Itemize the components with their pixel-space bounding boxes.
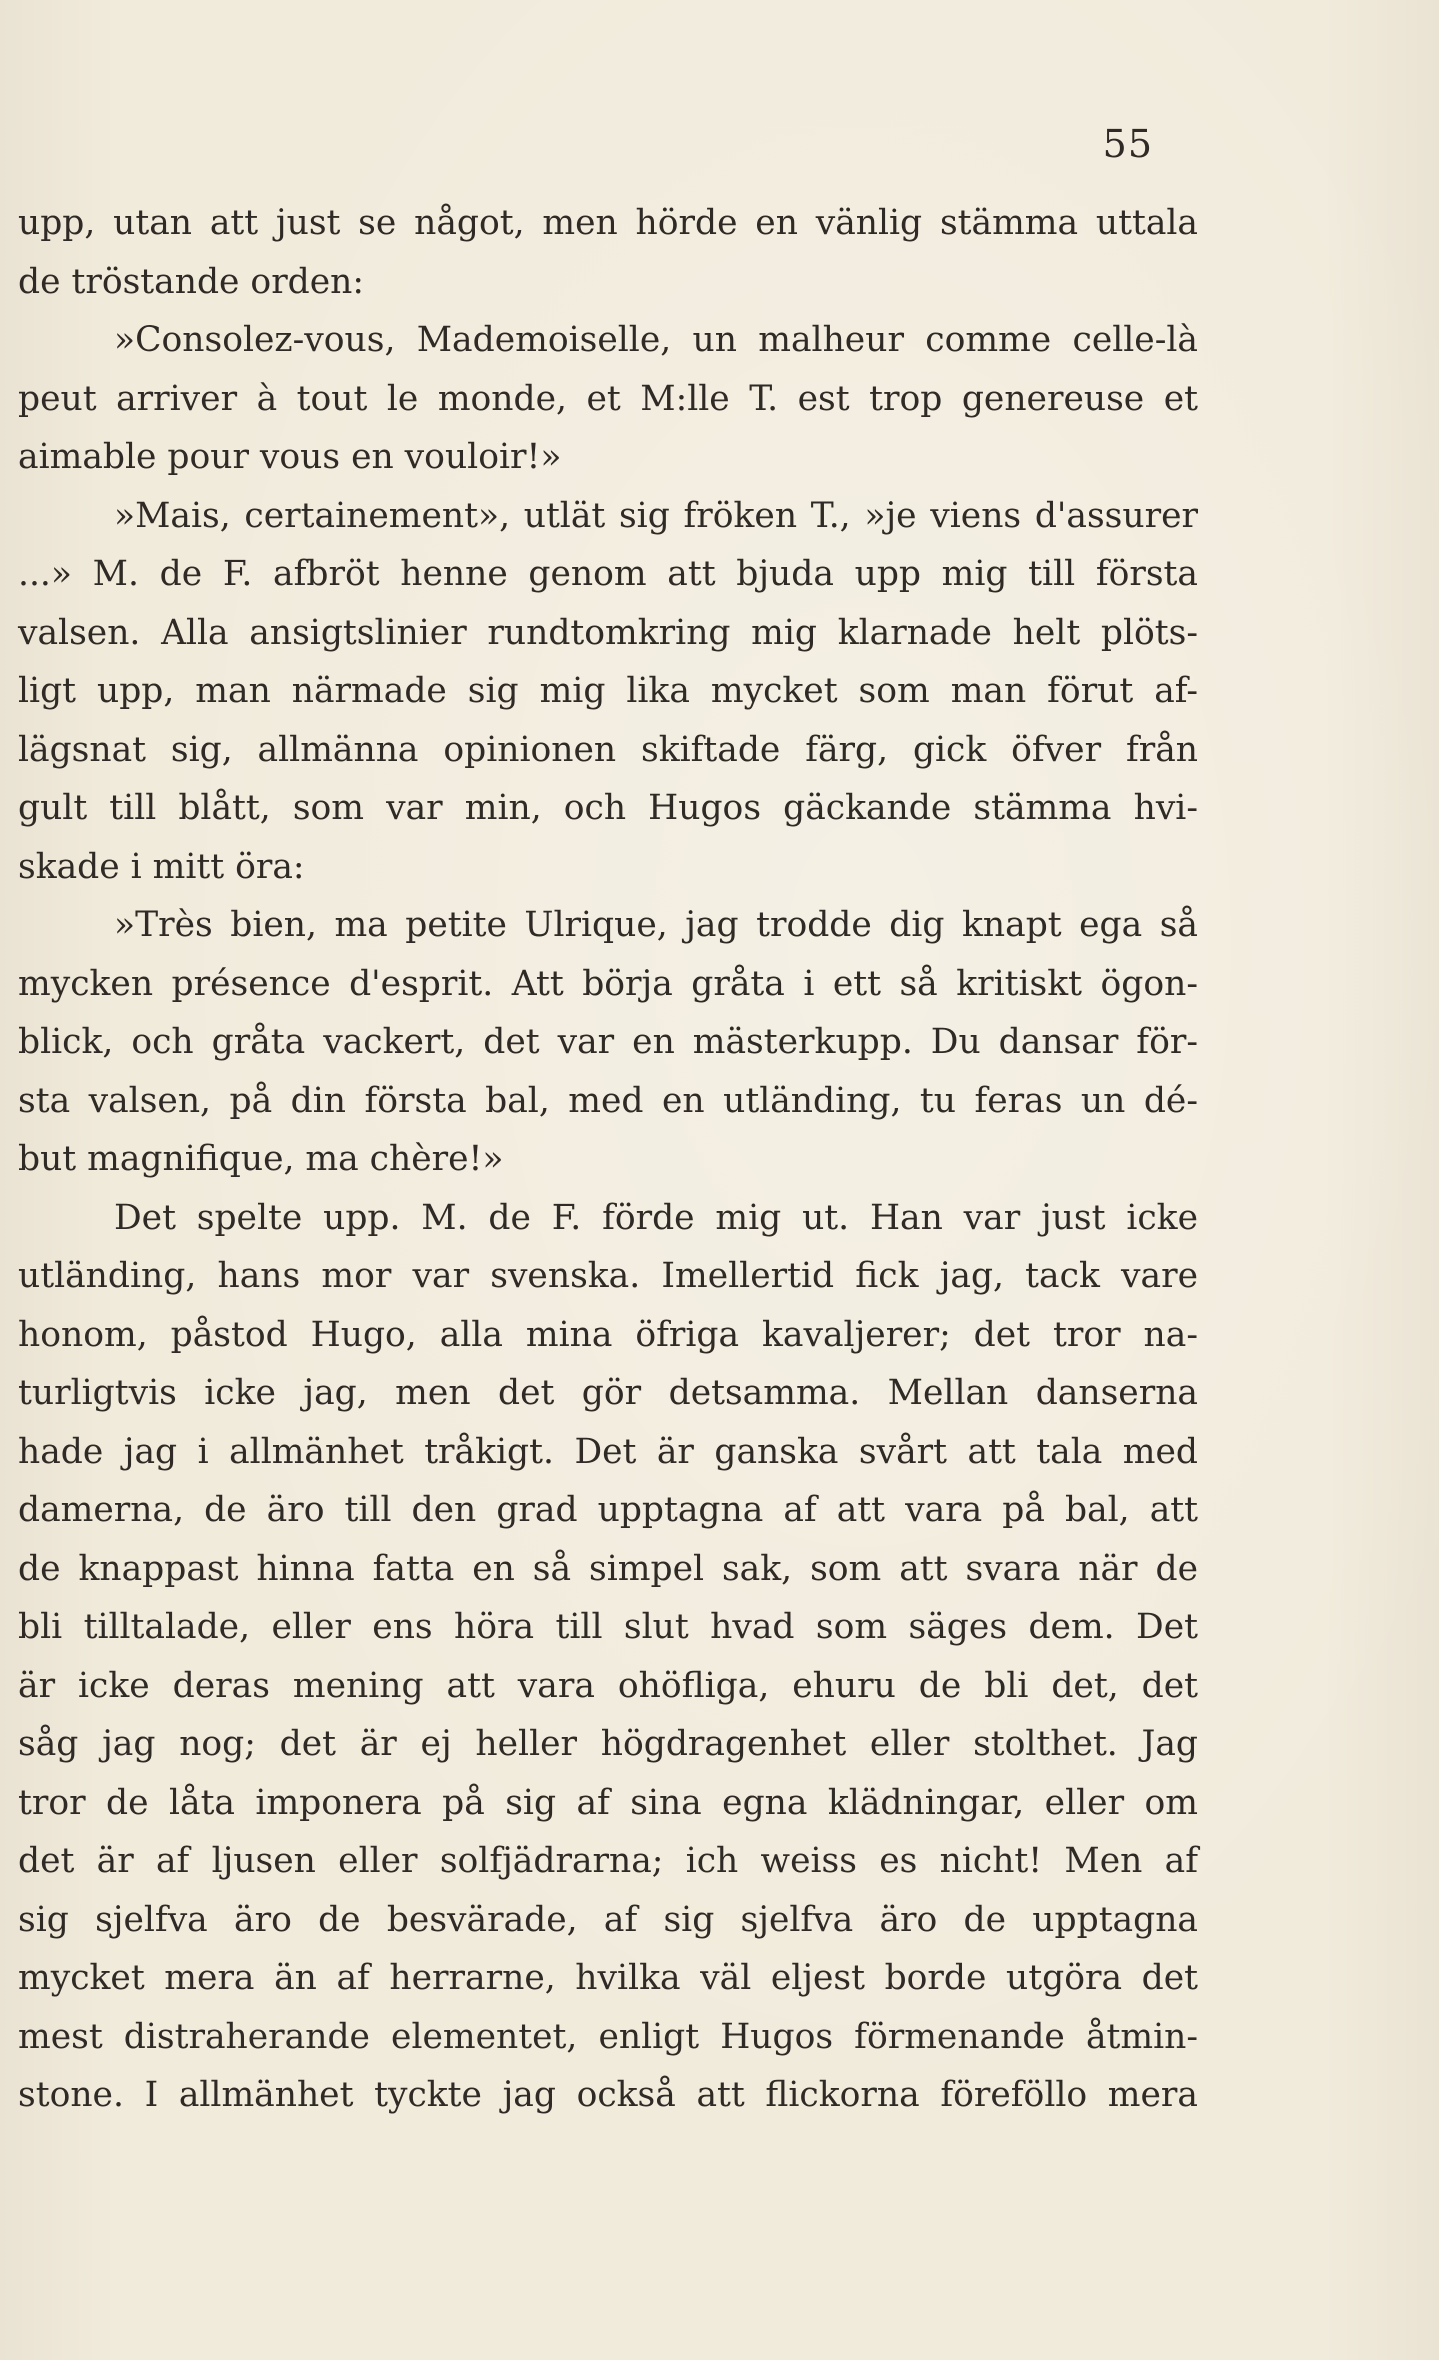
text-line: hade jag i allmänhet tråkigt. Det är ganska svårt att tala med [18,1431,1198,1472]
text-line: de knappast hinna fatta en så simpel sak, som att svara när de [18,1548,1198,1589]
text-line: såg jag nog; det är ej heller högdragenhet eller stolthet. Jag [18,1724,1198,1764]
text-line: ...» M. de F. afbröt henne genom att bjuda upp mig till första [18,554,1198,594]
text-line: honom, påstod Hugo, alla mina öfriga kavaljerer; det tror na- [18,1314,1198,1355]
text-line: de tröstande orden: [18,261,365,302]
text-line: »Consolez-vous, Mademoiselle, un malheur comme celle-là [114,320,1198,360]
body-text [18,194,1198,2125]
text-line: bli tilltalade, eller ens höra till slut hvad som säges dem. Det [18,1607,1198,1647]
text-line: gult till blått, som var min, och Hugos gäckande stämma hvi- [18,788,1198,828]
text-line: but magnifique, ma chère!» [18,1139,504,1179]
text-line: är icke deras mening att vara ohöfliga, ehuru de bli det, det [18,1665,1198,1706]
text-line: skade i mitt öra: [18,846,305,887]
text-line: Det spelte upp. M. de F. förde mig ut. Han var just icke [114,1197,1198,1238]
text-line: upp, utan att just se något, men hörde en vänlig stämma uttala [18,203,1198,243]
text-line: turligtvis icke jag, men det gör detsamma. Mellan danserna [18,1373,1198,1413]
text-line: damerna, de äro till den grad upptagna af att vara på bal, att [18,1490,1198,1530]
text-line: mest distraherande elementet, enligt Hugos förmenande åtmin- [18,2016,1198,2057]
text-line: sta valsen, på din första bal, med en utländing, tu feras un dé- [18,1080,1198,1121]
text-line: mycken présence d'esprit. Att börja gråta i ett så kritiskt ögon- [18,963,1198,1004]
text-line: tror de låta imponera på sig af sina egna klädningar, eller om [18,1782,1198,1823]
text-line: »Mais, certainement», utlät sig fröken T., »je viens d'assurer [114,495,1198,536]
text-line: lägsnat sig, allmänna opinionen skiftade färg, gick öfver från [18,729,1198,770]
text-line: blick, och gråta vackert, det var en mästerkupp. Du dansar för- [18,1022,1198,1062]
page-number: 55 [1102,122,1153,166]
text-line: aimable pour vous en vouloir!» [18,437,562,477]
text-line: mycket mera än af herrarne, hvilka väl eljest borde utgöra det [18,1958,1198,1998]
text-line: sig sjelfva äro de besvärade, af sig sjelfva äro de upptagna [18,1899,1198,1940]
text-line: det är af ljusen eller solfjädrarna; ich weiss es nicht! Men af [18,1841,1198,1881]
text-line: »Très bien, ma petite Ulrique, jag trodde dig knapt ega så [114,905,1198,945]
text-line: stone. I allmänhet tyckte jag också att flickorna föreföllo mera [18,2075,1198,2115]
text-line: ligt upp, man närmade sig mig lika mycket som man förut af- [18,671,1198,711]
text-line: peut arriver à tout le monde, et M:lle T. est trop genereuse et [18,378,1198,419]
text-line: valsen. Alla ansigtslinier rundtomkring mig klarnade helt plöts- [18,612,1198,653]
text-line: utländing, hans mor var svenska. Imellertid fick jag, tack vare [18,1256,1198,1296]
